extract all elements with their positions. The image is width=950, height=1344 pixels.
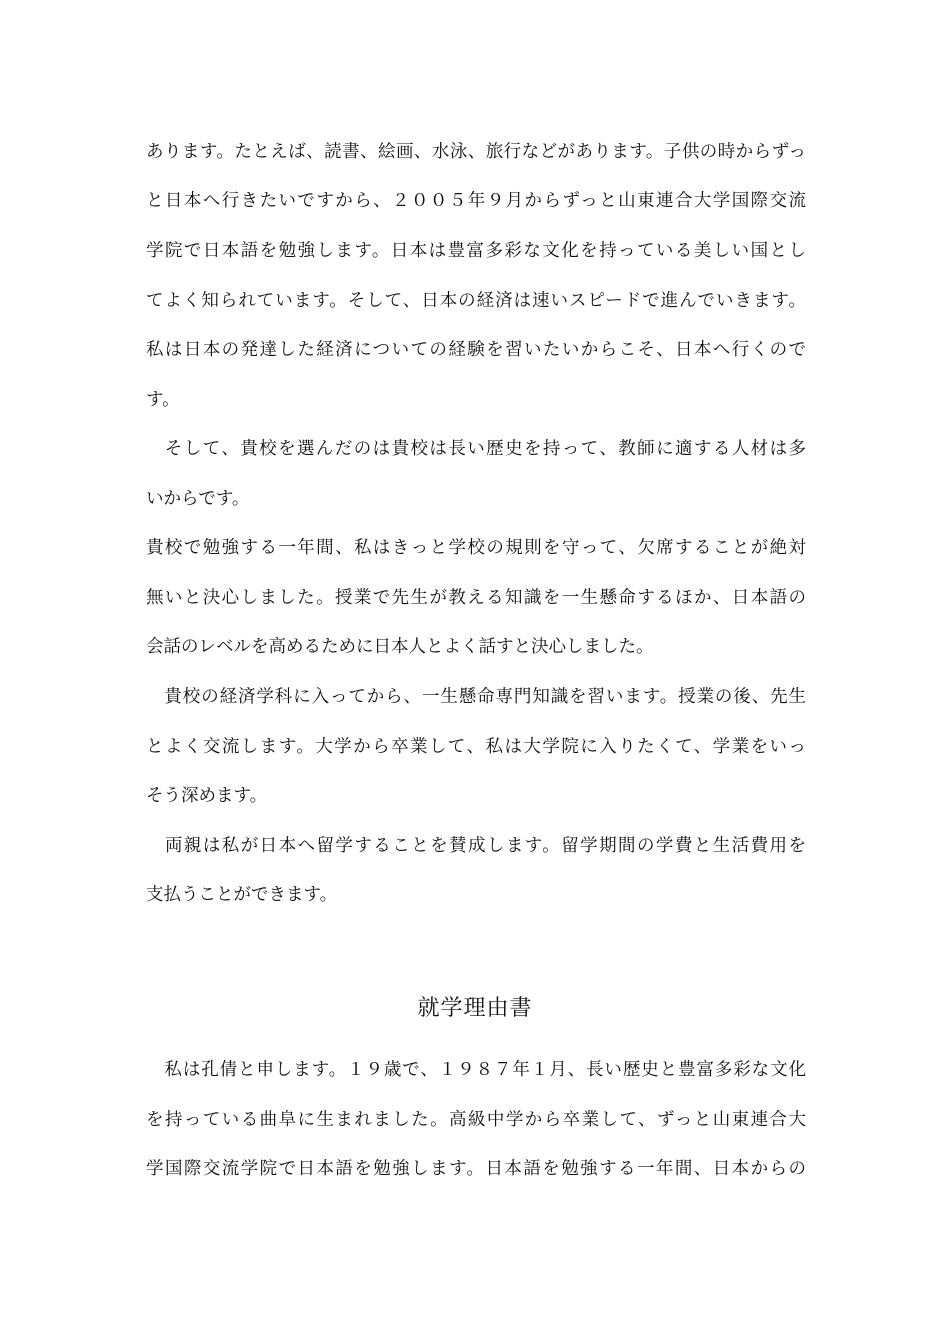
text-line: とよく交流します。大学から卒業して、私は大学院に入りたくて、学業をいっ [146, 737, 806, 757]
text-line: 私は孔倩と申します。１９歳で、１９８７年１月、長い歴史と豊富多彩な文化 [146, 1060, 806, 1080]
text-line: 私は日本の発達した経済についての経験を習いたいからこそ、日本へ行くので [146, 340, 806, 360]
text-line: 支払うことができます。 [146, 885, 338, 905]
document-title: 就学理由書 [417, 996, 533, 1021]
text-line: を持っている曲阜に生まれました。高級中学から卒業して、ずっと山東連合大 [146, 1110, 806, 1130]
text-line: 学院で日本語を勉強します。日本は豊富多彩な文化を持っている美しい国とし [146, 241, 806, 261]
text-line: 貴校で勉強する一年間、私はきっと学校の規則を守って、欠席することが絶対 [146, 538, 806, 558]
text-line: そして、貴校を選んだのは貴校は長い歴史を持って、教師に適する人材は多 [146, 439, 806, 459]
text-line: す。 [146, 390, 180, 410]
text-line: 学国際交流学院で日本語を勉強します。日本語を勉強する一年間、日本からの [146, 1159, 806, 1179]
text-line: 両親は私が日本へ留学することを賛成します。留学期間の学費と生活費用を [146, 836, 806, 856]
text-line: あります。たとえば、読書、絵画、水泳、旅行などがあります。子供の時からずっ [146, 142, 806, 162]
text-line: そう深めます。 [146, 786, 268, 806]
text-line: 会話のレベルを高めるために日本人とよく話すと決心しました。 [146, 637, 654, 657]
text-line: いからです。 [146, 489, 250, 509]
text-line: と日本へ行きたいですから、２００５年９月からずっと山東連合大学国際交流 [146, 191, 806, 211]
text-line: 貴校の経済学科に入ってから、一生懸命専門知識を習います。授業の後、先生 [146, 687, 806, 707]
text-line: 無いと決心しました。授業で先生が教える知識を一生懸命するほか、日本語の [146, 588, 806, 608]
text-line: てよく知られています。そして、日本の経済は速いスピードで進んでいきます。 [146, 291, 806, 311]
